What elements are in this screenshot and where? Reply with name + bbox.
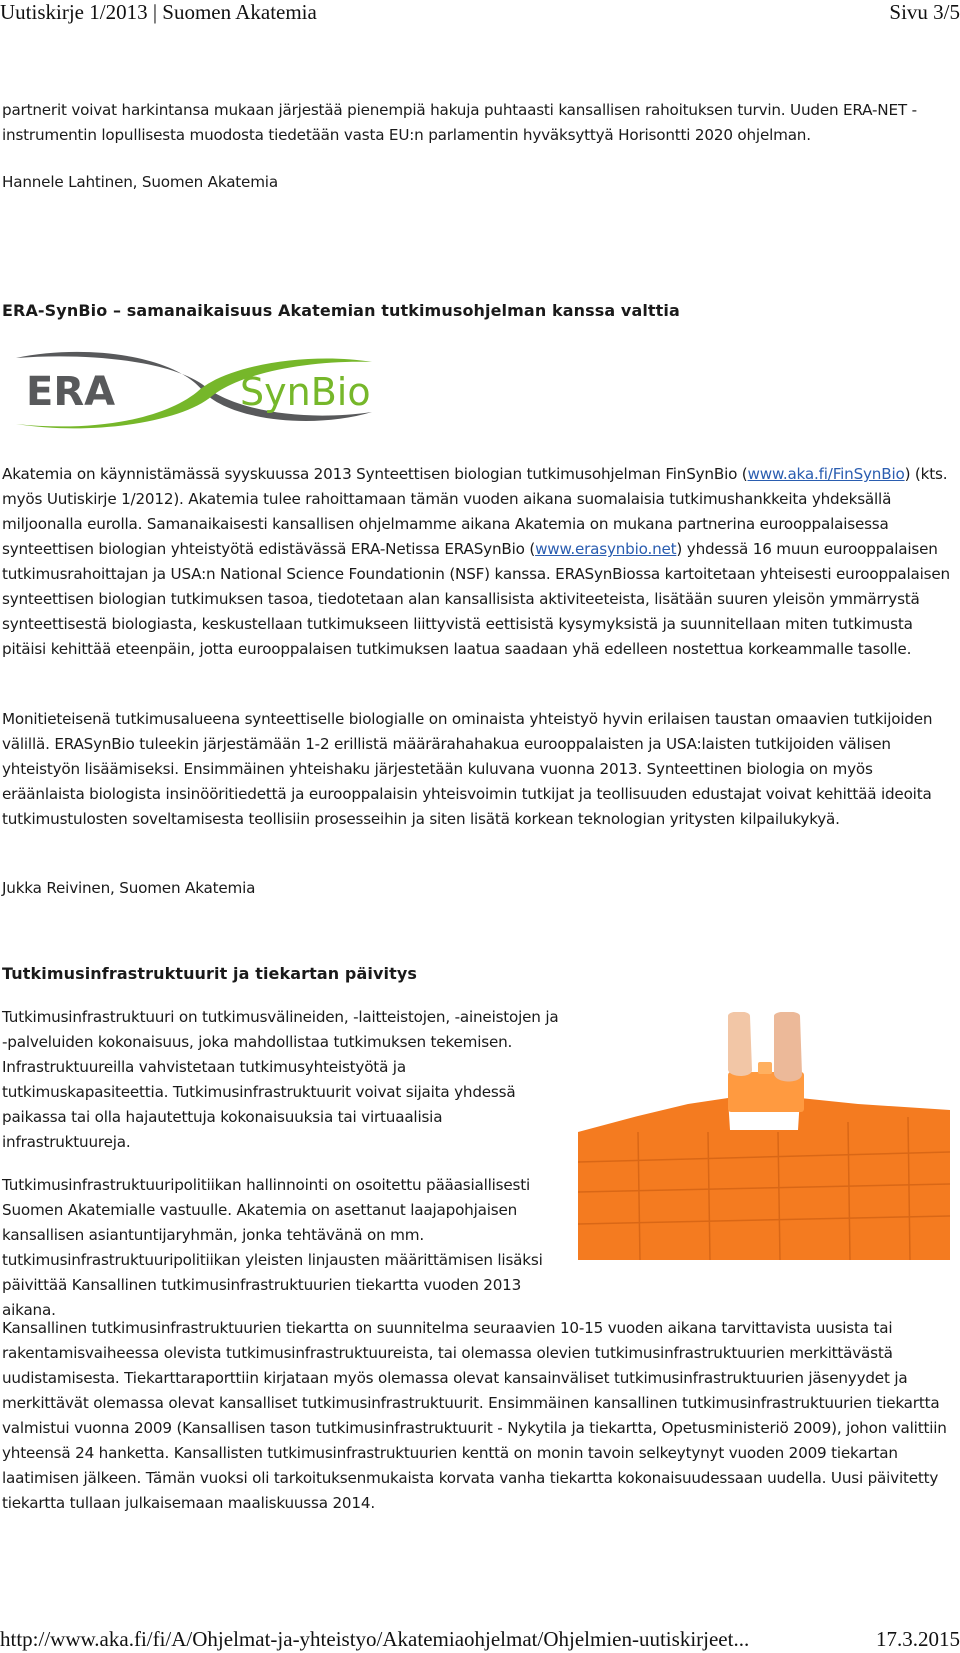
intro-signature: Hannele Lahtinen, Suomen Akatemia [2, 173, 278, 191]
footer-url: http://www.aka.fi/fi/A/Ohjelmat-ja-yhteistyo/Akatemiaohjelmat/Ohjelmien-uutiskirjeet... [0, 1627, 750, 1651]
synbio-paragraph-1: Akatemia on käynnistämässä syyskuussa 2013 Synteettisen biologian tutkimusohjelman FinSynBio (www.aka.fi/FinSynBio) (kts. myös Uutiskirje 1/2012). Akatemia tulee rahoittamaan tämän vuoden aikana suomalaisia tutkimushankkeita yhdeksällä miljoonalla eurolla. Samanaikaisesti kansallisen ohjelmamme aikana Akatemia on mukana partnerina eurooppalaisessa synteettisen biologian yhteistyötä edistävässä ERA-Netissa ERASynBio (www.erasynbio.net) yhdessä 16 muun eurooppalaisen tutkimusrahoittajan ja USA:n National Science Foundationin (NSF) kanssa. ERASynBiossa kartoitetaan yhteisesti eurooppalaisen synteettisen biologian tutkimuksen tasoa, tiedotetaan alan kansallisista aktiviteeteista, lisätään suuren yleisön ymmärrystä synteettisestä biologiasta, keskustellaan tutkimukseen liittyvistä eettisistä kysymyksistä ja suunnitellaan miten tutkimusta pitäisi kehittää eteenpäin, jotta eurooppalaisen tutkimuksen laatua saadaan yhä edelleen nostettua korkeammalle tasolle. [2, 465, 950, 658]
header-title: Uutiskirje 1/2013 | Suomen Akatemia [0, 0, 317, 24]
era-synbio-logo [12, 350, 374, 432]
infra-paragraph-3: Kansallinen tutkimusinfrastruktuurien tiekartta on suunnitelma seuraavien 10-15 vuoden aikana tarvittavista uusista tai rakentamisvaiheessa olevista tutkimusinfrastruktuureista, tai olemassa olevien tutkimusinfrastruktuurien merkittävästä uudistamisesta. Tiekarttaraporttiin kirjataan myös olemassa olevat kansainväliset tutkimusinfrastruktuurien jäsenyydet ja merkittävät olemassa olevat kansalliset tutkimusinfrastruktuurit. Ensimmäinen kansallinen tutkimusinfrastruktuurien tiekartta valmistui vuonna 2009 (Kansallisen tason tutkimusinfrastruktuurit - Nykytila ja tiekartta, Opetusministeriö 2009), johon valittiin yhteensä 24 hanketta. Kansallisten tutkimusinfrastruktuurien kenttä on monin tavoin selkeytynyt vuoden 2009 tiekartan laatimisen jälkeen. Tämän vuoksi oli tarkoituksenmukaista korvata vanha tiekartta kokonaisuudessaan uudella. Uusi päivitetty tiekartta tullaan julkaisemaan maaliskuussa 2014. [2, 1319, 947, 1512]
footer-date: 17.3.2015 [876, 1627, 960, 1651]
finsynbio-link[interactable]: www.aka.fi/FinSynBio [747, 465, 905, 483]
synbio-signature: Jukka Reivinen, Suomen Akatemia [2, 879, 256, 897]
finger [774, 1012, 802, 1082]
infra-paragraph-2: Tutkimusinfrastruktuuripolitiikan hallinnointi on osoitettu pääasiallisesti Suomen Akatemialle vastuulle. Akatemia on asettanut laajapohjaisen kansallisen asiantuntijaryhmän, jonka tehtävänä on mm. tutkimusinfrastruktuuripolitiikan yleisten linjausten määrittämisen lisäksi päivittää Kansallinen tutkimusinfrastruktuurien tiekartta vuoden 2013 aikana. [2, 1176, 543, 1319]
infra-paragraph-1: Tutkimusinfrastruktuuri on tutkimusvälineiden, -laitteistojen, -aineistojen ja -palveluiden kokonaisuus, joka mahdollistaa tutkimuksen tekemisen. Infrastruktuureilla vahvistetaan tutkimusyhteistyötä ja tutkimuskapasiteettia. Tutkimusinfrastruktuurit voivat sijaita yhdessä paikassa tai olla hajautettuja kokonaisuuksia tai virtuaalisia infrastruktuureja. [2, 1008, 559, 1151]
page-footer [0, 1627, 960, 1653]
logo-synbio-text: SynBio [240, 370, 371, 414]
synbio-paragraph-2: Monitieteisenä tutkimusalueena synteettiselle biologialle on ominaista yhteistyö hyvin erilaisen taustan omaavien tutkijoiden välillä. ERASynBio tuleekin järjestämään 1-2 erillistä määrärahahakua eurooppalaisten ja USA:laisten tutkijoiden välisen yhteistyön lisäämiseksi. Ensimmäinen yhteishaku järjestetään kuluvana vuonna 2013. Synteettinen biologia on myös eräänlaista biologista insinööritiedettä ja eurooppalaisin yhteisvoimin tutkijat ja teollisuuden edustajat voivat kehittää ideoita tutkimustulosten soveltamisesta teollisiin prosesseihin ja siten lisätä korkean teknologian yritysten kilpailukykyä. [2, 710, 933, 828]
header-page-number: Sivu 3/5 [889, 0, 960, 24]
intro-paragraph: partnerit voivat harkintansa mukaan järjestää pienempiä hakuja puhtaasti kansallisen rahoituksen turvin. Uuden ERA-NET -instrumentin lopullisesta muodosta tiedetään vasta EU:n parlamentin hyväksyttyä Horisontti 2020 ohjelman. [2, 101, 917, 144]
page-header [0, 0, 960, 26]
lego-bricks-photo [578, 1012, 950, 1260]
erasynbio-link[interactable]: www.erasynbio.net [535, 540, 677, 558]
synbio-heading: ERA-SynBio – samanaikaisuus Akatemian tutkimusohjelman kanssa valttia [2, 301, 680, 320]
thumb [728, 1012, 752, 1076]
infra-heading: Tutkimusinfrastruktuurit ja tiekartan päivitys [2, 964, 417, 983]
logo-era-text: ERA [26, 369, 116, 415]
